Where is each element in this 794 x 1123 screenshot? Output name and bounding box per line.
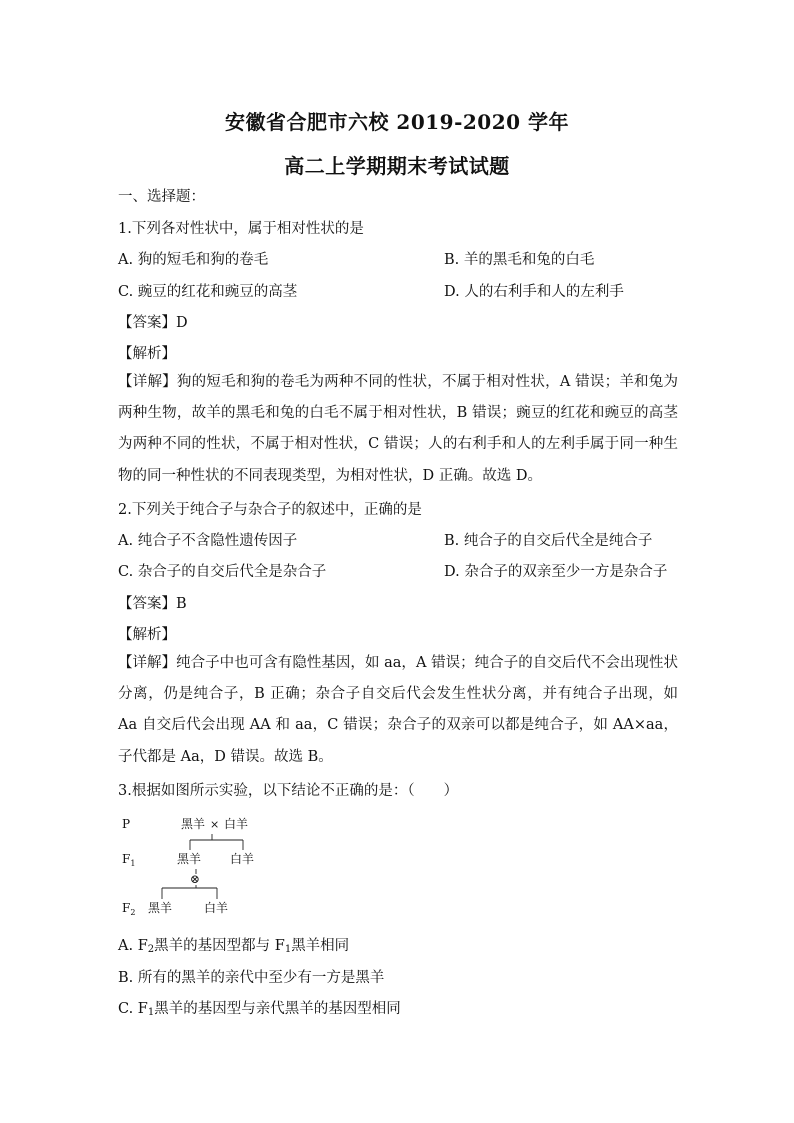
q3-option-c: C. $F_1$黑羊的基因型与亲代黑羊的基因型相同 bbox=[118, 1001, 401, 1018]
q2-analysis-label: 【解析】 bbox=[118, 627, 176, 643]
q1-option-c: C. 豌豆的红花和豌豆的高茎 bbox=[118, 284, 298, 300]
q1-option-b: B. 羊的黑毛和兔的白毛 bbox=[444, 252, 595, 268]
genetic-cross-diagram bbox=[118, 812, 298, 928]
q2-stem: 2.下列关于纯合子与杂合子的叙述中，正确的是 bbox=[118, 502, 422, 518]
q3-option-b: B. 所有的黑羊的亲代中至少有一方是黑羊 bbox=[118, 970, 385, 986]
f1-black-sheep: 黑羊 bbox=[177, 852, 202, 866]
q1-detail: 【详解】狗的短毛和狗的卷毛为两种不同的性状，不属于相对性状，A 错误；羊和兔为两种生物，故羊的黑毛和兔的白毛不属于相对性状，B 错误；豌豆的红花和豌豆的高茎为两种不同的性状，不属于相对性状，C 错误；人的右利手和人的左利手属于同一种生物的同一种性状的不同表现类型，为相对性状，D 正确。故选 D。 bbox=[118, 374, 678, 484]
f2-black-sheep: 黑羊 bbox=[148, 901, 173, 915]
f2-generation-label: $F_2$ bbox=[122, 901, 136, 917]
q1-stem: 1.下列各对性状中，属于相对性状的是 bbox=[118, 221, 364, 237]
q1-answer: 【答案】D bbox=[118, 315, 188, 331]
cross-lines bbox=[162, 834, 243, 899]
p-generation-label: P bbox=[122, 817, 131, 831]
q2-option-b: B. 纯合子的自交后代全是纯合子 bbox=[444, 533, 653, 549]
parent-black-sheep: 黑羊 bbox=[181, 817, 206, 831]
cross-symbol: × bbox=[210, 818, 220, 831]
q2-answer: 【答案】B bbox=[118, 596, 187, 612]
q2-option-a: A. 纯合子不含隐性遗传因子 bbox=[118, 533, 298, 549]
q2-detail: 【详解】纯合子中也可含有隐性基因，如 aa，A 错误；纯合子的自交后代不会出现性状分离，仍是纯合子，B 正确；杂合子自交后代会发生性状分离，并有纯合子出现，如 Aa 自交后代会出现 AA 和 aa，C 错误；杂合子的双亲可以都是纯合子，如 AA×aa，子代都是 Aa，D 错误。故选 B。 bbox=[118, 655, 678, 765]
f2-white-sheep: 白羊 bbox=[204, 901, 229, 915]
q3-option-a: A. $F_2$黑羊的基因型都与 $F_1$黑羊相同 bbox=[118, 938, 350, 955]
q1-option-d: D. 人的右利手和人的左利手 bbox=[444, 284, 624, 300]
q1-analysis-label: 【解析】 bbox=[118, 346, 176, 362]
cross-diagram-svg bbox=[118, 812, 298, 924]
q1-option-a: A. 狗的短毛和狗的卷毛 bbox=[118, 252, 269, 268]
q2-option-c: C. 杂合子的自交后代全是杂合子 bbox=[118, 564, 327, 580]
parent-white-sheep: 白羊 bbox=[224, 817, 249, 831]
page-title-line1: 安徽省合肥市六校 2019-2020 学年 bbox=[224, 110, 570, 134]
f1-white-sheep: 白羊 bbox=[230, 852, 255, 866]
section-heading: 一、选择题： bbox=[118, 189, 205, 205]
f1-generation-label: $F_1$ bbox=[122, 852, 136, 868]
q3-stem: 3.根据如图所示实验，以下结论不正确的是：（ ） bbox=[118, 783, 459, 799]
page-title-line2: 高二上学期期末考试试题 bbox=[284, 154, 510, 178]
q2-option-d: D. 杂合子的双亲至少一方是杂合子 bbox=[444, 564, 668, 580]
selfing-symbol: ⊗ bbox=[190, 872, 201, 886]
